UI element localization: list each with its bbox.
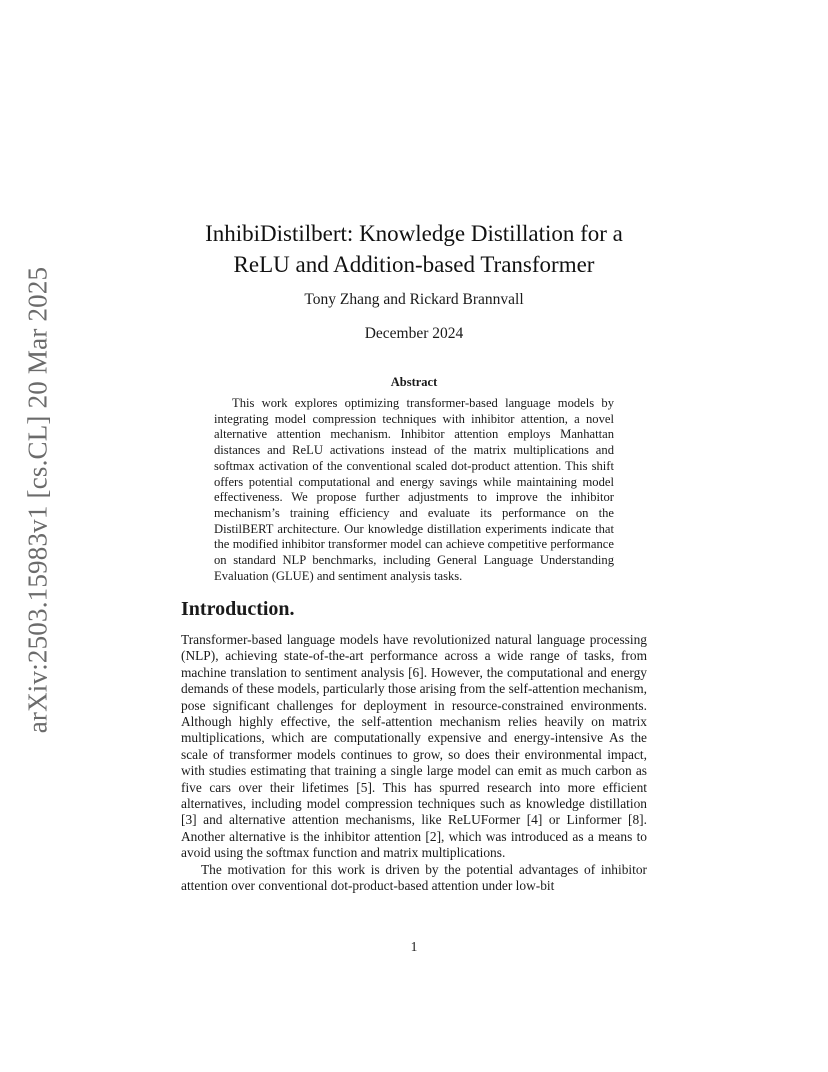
introduction-body	[181, 632, 647, 895]
page-number: 1	[410, 939, 418, 954]
introduction-heading: Introduction.	[181, 598, 295, 620]
abstract-text: This work explores optimizing transformer-based language models by integrating model compression techniques with inhibitor attention, a novel alternative attention mechanism. Inhibitor attention employs Manhattan distances and ReLU activations instead of the matrix multiplications and softmax activation of the conventional scaled dot-product attention. This shift offers potential computational and energy savings while maintaining model effectiveness. We propose further adjustments to improve the inhibitor mechanism’s training efficiency and evaluate its performance on the DistilBERT architecture. Our knowledge distillation experiments indicate that the modified inhibitor transformer model can achieve competitive performance on standard NLP benchmarks, including General Language Understanding Evaluation (GLUE) and sentiment analysis tasks.	[214, 396, 614, 583]
title-line-1: InhibiDistilbert: Knowledge Distillation for a	[205, 221, 623, 246]
paper-title	[150, 218, 678, 280]
paper-authors: Tony Zhang and Rickard Brannvall	[304, 291, 524, 308]
introduction-paragraph-1: Transformer-based language models have revolutionized natural language processing (NLP), achieving state-of-the-art performance across a wide range of tasks, from machine translation to sentiment analysis [6]. However, the computational and energy demands of these models, particularly those arising from the self-attention mechanism, pose significant challenges for deployment in resource-constrained environments. Although highly effective, the self-attention mechanism relies heavily on matrix multiplications, which are computationally expensive and energy-intensive As the scale of transformer models continues to grow, so does their environmental impact, with studies estimating that training a single large model can emit as much carbon as five cars over their lifetimes [5]. This has spurred research into more efficient alternatives, including model compression techniques such as knowledge distillation [3] and alternative attention mechanisms, like ReLUFormer [4] or Linformer [8]. Another alternative is the inhibitor attention [2], which was introduced as a means to avoid using the softmax function and matrix multiplications.	[181, 632, 647, 861]
title-line-2: ReLU and Addition-based Transformer	[233, 252, 595, 277]
introduction-paragraph-2: The motivation for this work is driven by the potential advantages of inhibitor attention over conventional dot-product-based attention under low-bit	[181, 861, 647, 894]
abstract-heading: Abstract	[390, 375, 438, 389]
paper-date: December 2024	[364, 325, 464, 342]
arxiv-identifier-stamp: arXiv:2503.15983v1 [cs.CL] 20 Mar 2025	[22, 266, 53, 734]
